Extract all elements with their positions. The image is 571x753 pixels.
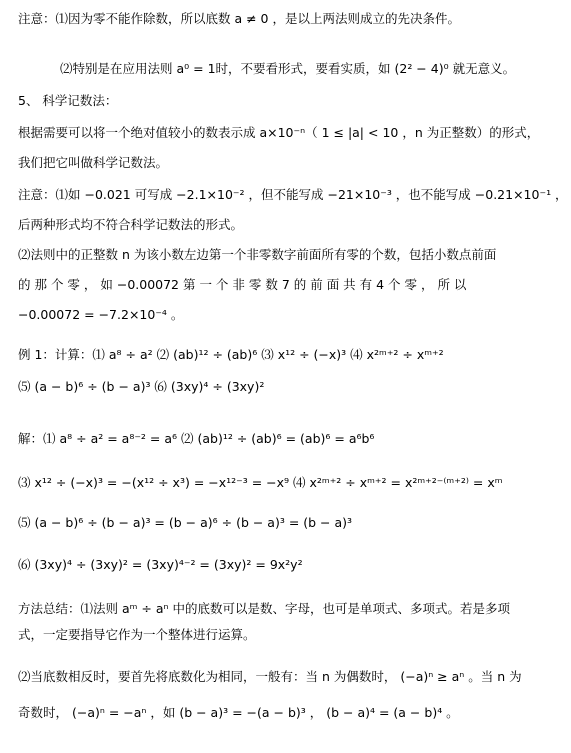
summary-2: ⑵当底数相反时，要首先将底数化为相同，一般有：当 n 为偶数时， (−a)ⁿ ≥ aⁿ 。当 n 为 bbox=[18, 669, 522, 684]
example-1-row2: ⑸ (a − b)⁶ ÷ (b − a)³ ⑹ (3xy)⁴ ÷ (3xy)² bbox=[18, 379, 265, 394]
sci-note-2: ⑵法则中的正整数 n 为该小数左边第一个非零数字前面所有零的个数，包括小数点前面 bbox=[18, 247, 497, 262]
section-5-heading: 5、 科学记数法： bbox=[18, 93, 118, 108]
summary-1b: 式，一定要指导它作为一个整体进行运算。 bbox=[18, 627, 256, 642]
solution-3-4: ⑶ x¹² ÷ (−x)³ = −(x¹² ÷ x³) = −x¹²⁻³ = −x⁹ ⑷ x²ᵐ⁺² ÷ xᵐ⁺² = x²ᵐ⁺²⁻⁽ᵐ⁺²⁾ = xᵐ bbox=[18, 475, 503, 490]
example-1-row1: 例 1：计算：⑴ a⁸ ÷ a² ⑵ (ab)¹² ÷ (ab)⁶ ⑶ x¹² ÷ (−x)³ ⑷ x²ᵐ⁺² ÷ xᵐ⁺² bbox=[18, 347, 444, 362]
note-1: 注意：⑴因为零不能作除数，所以底数 a ≠ 0 ，是以上两法则成立的先决条件。 bbox=[18, 11, 460, 26]
sci-note-1b: 后两种形式均不符合科学记数法的形式。 bbox=[18, 217, 244, 232]
sci-note-1: 注意：⑴如 −0.021 可写成 −2.1×10⁻² ，但不能写成 −21×10⁻³ ，也不能写成 −0.21×10⁻¹ ， bbox=[18, 187, 568, 202]
solution-6: ⑹ (3xy)⁴ ÷ (3xy)² = (3xy)⁴⁻² = (3xy)² = 9x²y² bbox=[18, 557, 303, 572]
solution-5: ⑸ (a − b)⁶ ÷ (b − a)³ = (b − a)⁶ ÷ (b − a)³ = (b − a)³ bbox=[18, 515, 353, 530]
sci-note-2c: −0.00072 = −7.2×10⁻⁴ 。 bbox=[18, 307, 184, 322]
summary-2b: 奇数时， (−a)ⁿ = −aⁿ ，如 (b − a)³ = −(a − b)³ ， (b − a)⁴ = (a − b)⁴ 。 bbox=[18, 705, 459, 720]
sci-note-2b: 的 那 个 零 ， 如 −0.00072 第 一 个 非 零 数 7 的 前 面 共 有 4 个 零 ， 所 以 bbox=[18, 277, 467, 292]
note-2: ⑵特别是在应用法则 a⁰ = 1时，不要看形式，要看实质，如 (2² − 4)⁰ 就无意义。 bbox=[60, 61, 516, 76]
solution-1-2: 解：⑴ a⁸ ÷ a² = a⁸⁻² = a⁶ ⑵ (ab)¹² ÷ (ab)⁶ = (ab)⁶ = a⁶b⁶ bbox=[18, 431, 375, 446]
summary-1: 方法总结：⑴法则 aᵐ ÷ aⁿ 中的底数可以是数、字母，也可是单项式、多项式。若是多项 bbox=[18, 601, 510, 616]
sci-notation-def-2: 我们把它叫做科学记数法。 bbox=[18, 155, 169, 170]
sci-notation-def-1: 根据需要可以将一个绝对值较小的数表示成 a×10⁻ⁿ（ 1 ≤ |a| < 10 ，n 为正整数）的形式， bbox=[18, 125, 540, 140]
